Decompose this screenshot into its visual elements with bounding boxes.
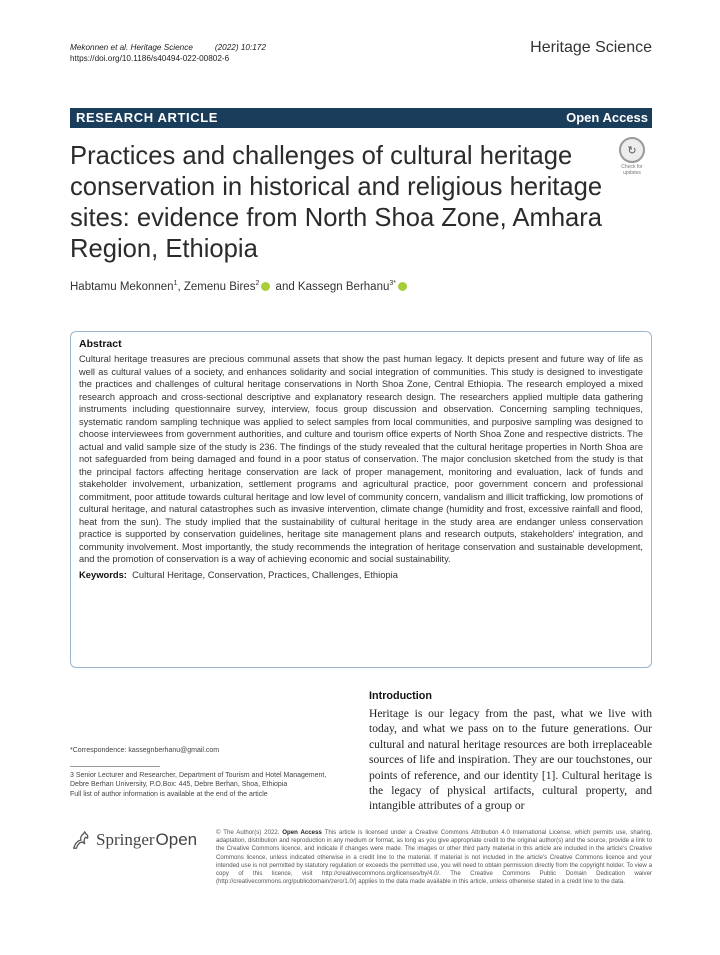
journal-name: Heritage Science — [530, 39, 652, 56]
article-type-label: RESEARCH ARTICLE — [76, 110, 219, 125]
author-info-note: Full list of author information is available at the end of the article — [70, 790, 268, 798]
license-text — [216, 829, 652, 886]
header-doi-link[interactable]: https://doi.org/10.1186/s40494-022-00802-6 — [70, 54, 230, 63]
introduction-heading: Introduction — [369, 690, 432, 702]
running-header — [70, 42, 266, 64]
article-type-banner — [70, 108, 652, 128]
publisher-name-b: Open — [155, 830, 198, 849]
author-affiliation-marker: 3* — [389, 280, 396, 287]
introduction-section — [369, 690, 652, 814]
license-body: This article is licensed under a Creative Commons Attribution 4.0 International License, which permits use, sharing, adaptation, distribution and reproduction in any medium or format, as long as you give appropriate credit to the original author(s) and the source, provide a link to the Creative Commons licence, and indicate if changes were made. The images or other third party material in this article are included in the article's Creative Commons licence, unless indicated otherwise in a credit line to the material. If material is not included in the article's Creative Commons licence and your intended use is not permitted by statutory regulation or exceeds the permitted use, you will need to obtain permission directly from the copyright holder. To view a copy of this licence, visit http://creativecommons.org/licenses/by/4.0/. The Creative Commons Public Domain Dedication waiver (http://creativecommons.org/publicdomain/zero/1.0/) applies to the data made available in this article, unless otherwise stated in a credit line to the data. — [216, 829, 653, 886]
keywords-list: Cultural Heritage, Conservation, Practices, Challenges, Ethiopia — [132, 568, 398, 580]
header-year-volume: (2022) 10:172 — [214, 43, 266, 52]
copyright-line: © The Author(s) 2022. — [216, 829, 280, 836]
author-affiliation-marker: 2 — [255, 280, 260, 287]
check-for-updates-button[interactable] — [617, 137, 647, 175]
author-name[interactable]: , Zemenu Bires — [177, 280, 256, 293]
abstract-text: Cultural heritage treasures are precious communal assets that show the past human legacy. It depicts present and future way of life as well as cultural values of a society, and enhances solidarity and social integration of communities. This study is designed to investigate the practices and challenges of cultural heritage conservations in North Shoa Zone, Central Ethiopia. The research employed a mixed research approach and cross-sectional descriptive and explanatory research design. The researchers applied multiple data gathering instruments including questionnaire survey, interview, focus group discussion and observation. Concerning sampling techniques, systematic random sampling technique was applied to select samples from local communities, and purposive sampling was designed to choose interviewees from government authorities, and culture and tourism office experts of North Shoa Zone and respective districts. The actual and valid sample size of the study is 236. The findings of the study revealed that the cultural heritage properties in North Shoa are not safeguarded from being damaged and found in a poor status of conservation. The major conclusion sketched from the study is that the principal factors affecting heritage conservation are lack of proper management, monitoring and evaluation, lack of funds and stakeholder involvement, urbanization, settlement programs and agricultural practice, poor government concern and professional commitment, poor attitude towards cultural heritage and low level of community concern, vandalism and illicit trafficking, low promotions of cultural heritage, and natural catastrophes such as invasive intervention, climate change (humidity and frost, excessive rainfall and flood, heat from the sun). The study implied that the sustainability of cultural heritage in the study area are endanger unless conservation practice is supported by conservation guidelines, heritage site management plans and research outputs, stakeholders' integration, and community involvement. Most importantly, the study recommends the integration of heritage conservation and sustainable development, and the promotion of conservation is a way of achieving economic and social sustainability. — [79, 354, 643, 564]
correspondence-note: *Correspondence: kassegnberhanu@gmail.com — [70, 747, 220, 754]
author-affiliation-marker: 1 — [173, 280, 178, 287]
article-title: Practices and challenges of cultural heritage conservation in historical and religious heritage sites: evidence from North Shoa Zone, Amhara Region, Ethiopia — [70, 142, 603, 263]
open-access-label: Open Access — [566, 110, 648, 125]
header-citation: Mekonnen et al. Heritage Science — [70, 43, 193, 52]
footnotes — [70, 746, 340, 799]
abstract-box — [70, 331, 652, 668]
springer-open-logo — [70, 829, 197, 851]
keywords-label: Keywords: — [79, 568, 127, 580]
check-for-updates-label: Check for updates — [621, 164, 643, 176]
author-name[interactable]: Habtamu Mekonnen — [70, 280, 174, 293]
footnote-divider — [70, 766, 160, 767]
keywords — [79, 569, 643, 580]
author-list — [70, 280, 409, 293]
check-for-updates-icon: ↻ — [619, 137, 645, 163]
introduction-text: Heritage is our legacy from the past, what we live with today, and what we pass on to the future generations. Our cultural and natural heritage resources are both irreplaceable sources of life and inspiration. They are our touchstones, our points of reference, and our identity [1]. Cultural heritage is the legacy of physical artifacts, cultural property, and intangible attributes of a group or — [369, 707, 652, 813]
springer-horse-icon — [70, 829, 92, 851]
affiliation-note: 3 Senior Lecturer and Researcher, Department of Tourism and Hotel Management, Debre Berhan University, P.O.Box: 445, Debre Berhan, Shoa, Ethiopia — [70, 771, 327, 788]
license-open-access: Open Access — [282, 829, 322, 836]
orcid-icon[interactable] — [261, 282, 270, 291]
author-name[interactable]: and Kassegn Berhanu — [272, 280, 390, 293]
abstract-heading: Abstract — [79, 338, 122, 350]
orcid-icon[interactable] — [398, 282, 407, 291]
publisher-name-a: Springer — [96, 830, 155, 849]
